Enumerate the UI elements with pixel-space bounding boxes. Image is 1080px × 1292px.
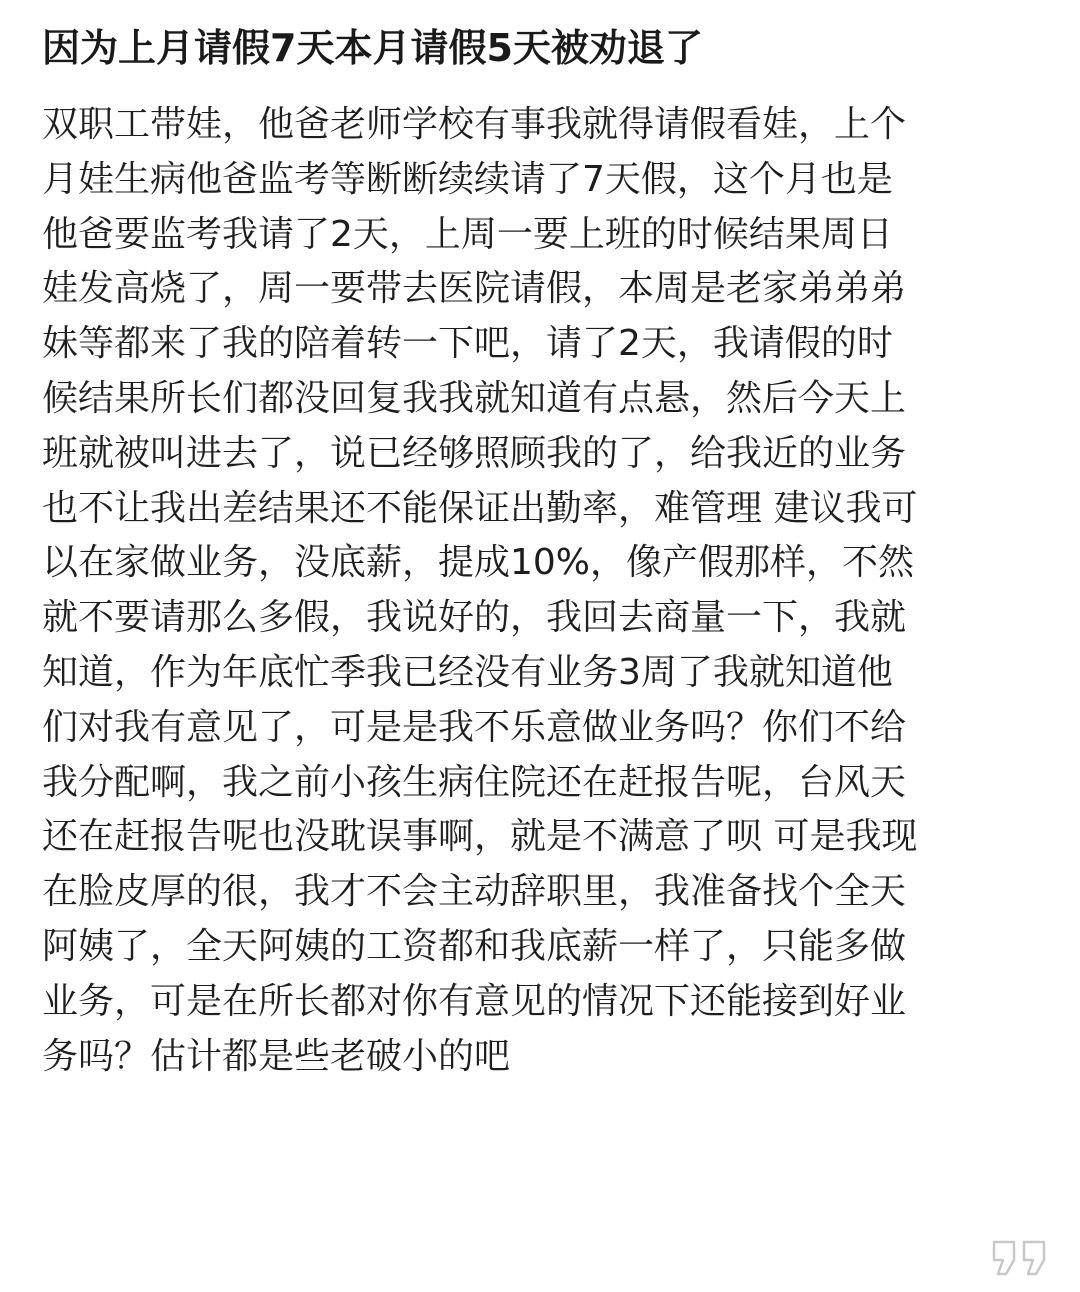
quote-outline-icon: [988, 1236, 1052, 1280]
body-line: 业务，可是在所长都对你有意见的情况下还能接到好业: [42, 980, 907, 1022]
body-line: 务吗？估计都是些老破小的吧: [42, 1035, 511, 1077]
body-line: 我分配啊，我之前小孩生病住院还在赶报告呢，台风天: [42, 761, 907, 803]
body-line: 们对我有意见了，可是是我不乐意做业务吗？你们不给: [42, 706, 907, 748]
body-line: 知道，作为年底忙季我已经没有业务3周了我就知道他: [42, 651, 893, 693]
quote-mark-left: [994, 1242, 1014, 1274]
body-line: 在脸皮厚的很，我才不会主动辞职里，我准备找个全天: [42, 871, 907, 913]
body-line: 也不让我出差结果还不能保证出勤率，难管理 建议我可: [42, 487, 918, 529]
body-line: 还在赶报告呢也没耽误事啊，就是不满意了呗 可是我现: [42, 816, 918, 858]
body-line: 月娃生病他爸监考等断断续续请了7天假，这个月也是: [42, 158, 893, 200]
body-line: 就不要请那么多假，我说好的，我回去商量一下，我就: [42, 597, 907, 639]
body-line: 班就被叫进去了，说已经够照顾我的了，给我近的业务: [42, 432, 907, 474]
body-line: 妹等都来了我的陪着转一下吧，请了2天，我请假的时: [42, 323, 893, 365]
quote-mark-right: [1024, 1242, 1044, 1274]
post: [42, 18, 1042, 1084]
body-line: 双职工带娃，他爸老师学校有事我就得请假看娃，上个: [42, 104, 907, 145]
body-line: 娃发高烧了，周一要带去医院请假，本周是老家弟弟弟: [42, 268, 907, 310]
body-line: 阿姨了，全天阿姨的工资都和我底薪一样了，只能多做: [42, 925, 907, 967]
body-line: 他爸要监考我请了2天，上周一要上班的时候结果周日: [42, 213, 893, 255]
post-body: [42, 98, 1042, 1084]
body-line: 以在家做业务，没底薪，提成10%，像产假那样，不然: [42, 542, 915, 584]
post-title: 因为上月请假7天本月请假5天被劝退了: [42, 26, 703, 70]
body-line: 候结果所长们都没回复我我就知道有点悬，然后今天上: [42, 377, 907, 419]
